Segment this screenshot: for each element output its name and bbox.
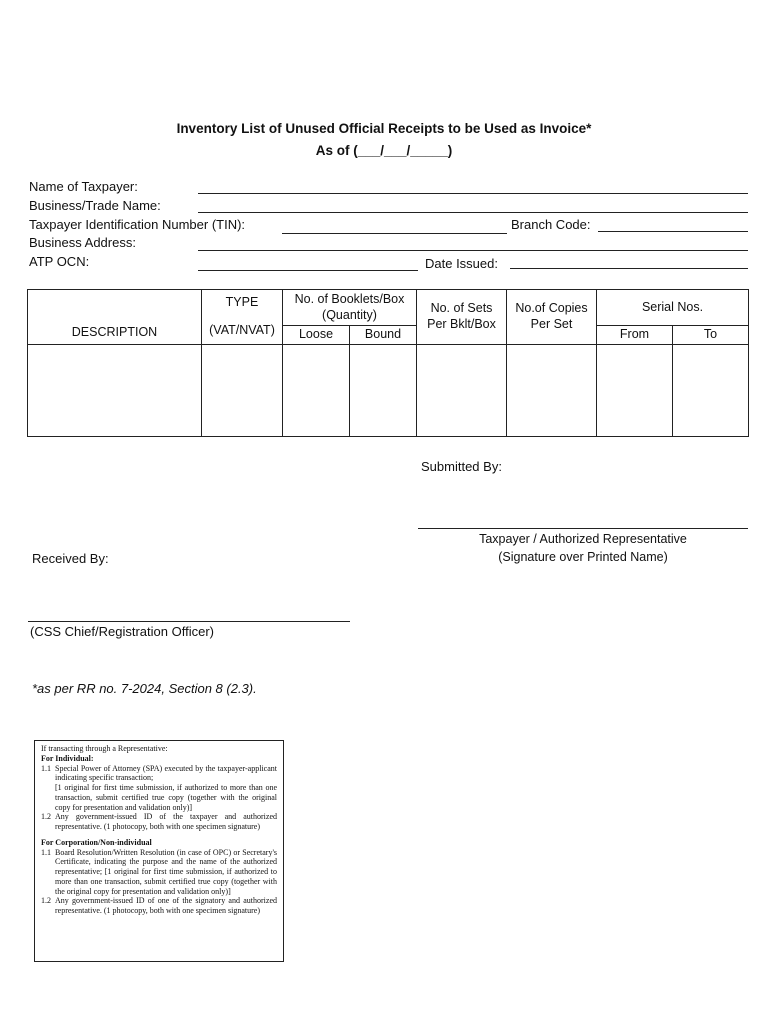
label-atp-ocn: ATP OCN: — [29, 254, 90, 269]
list-item — [41, 848, 277, 897]
header-description: DESCRIPTION — [28, 290, 202, 345]
atp-ocn-field[interactable] — [198, 270, 418, 271]
business-address-field[interactable] — [198, 250, 748, 251]
list-item-text: Special Power of Attorney (SPA) executed by the taxpayer-applicant indicating specific transaction; — [55, 763, 277, 783]
header-copies-line2: Per Set — [530, 317, 573, 331]
label-branch-code: Branch Code: — [511, 217, 591, 232]
list-item-number: 1.1 — [41, 847, 51, 857]
officer-caption: (CSS Chief/Registration Officer) — [30, 624, 214, 639]
list-item-text: Any government-issued ID of the taxpayer and authorized representative. (1 photocopy, both with one specimen signature) — [55, 812, 277, 831]
label-tin: Taxpayer Identification Number (TIN): — [29, 217, 246, 232]
label-trade-name: Business/Trade Name: — [29, 198, 161, 213]
as-of-date: As of (___/___/_____) — [315, 143, 453, 158]
header-type-label: TYPE — [225, 295, 259, 310]
signature-caption: (Signature over Printed Name) — [498, 550, 668, 564]
footnote: *as per RR no. 7-2024, Section 8 (2.3). — [32, 681, 257, 696]
list-item — [41, 764, 277, 784]
header-to: To — [673, 326, 749, 345]
label-date-issued: Date Issued: — [425, 256, 498, 271]
list-item-subtext: [1 original for first time submission, if authorized to more than one transaction, submit certified true copy (together with the original copy for presentation and validation only)] — [55, 783, 277, 812]
header-type — [202, 290, 283, 345]
requirements-box — [34, 740, 284, 962]
branch-code-field[interactable] — [598, 231, 748, 232]
cell-to[interactable] — [673, 345, 749, 437]
notes-corp-heading: For Corporation/Non-individual — [41, 837, 152, 847]
taxpayer-name-field[interactable] — [198, 193, 748, 194]
label-business-address: Business Address: — [29, 235, 136, 250]
cell-type[interactable] — [202, 345, 283, 437]
list-item-number: 1.2 — [41, 812, 51, 822]
header-booklets-label: No. of Booklets/Box — [294, 291, 405, 306]
header-sets — [417, 290, 507, 345]
list-item-text: Board Resolution/Written Resolution (in case of OPC) or Secretary's Certificate, indicating the purpose and the name of the authorized representative; [1 original for first time submission, if authorized to more than one transaction, submit certified true copy (together with the original copy for presentation and validation only)] — [55, 847, 277, 896]
header-bound: Bound — [350, 326, 417, 345]
submitted-by-label: Submitted By: — [421, 459, 502, 474]
header-copies-line1: No.of Copies — [515, 301, 588, 316]
form-title: Inventory List of Unused Official Receipts to be Used as Invoice* — [176, 121, 592, 136]
header-copies — [507, 290, 597, 345]
cell-loose[interactable] — [283, 345, 350, 437]
date-issued-field[interactable] — [510, 268, 748, 269]
label-taxpayer-name: Name of Taxpayer: — [29, 179, 138, 194]
header-serial: Serial Nos. — [597, 290, 749, 326]
list-item-number: 1.2 — [41, 896, 51, 906]
header-sets-line1: No. of Sets — [430, 301, 493, 316]
header-from: From — [597, 326, 673, 345]
cell-bound[interactable] — [350, 345, 417, 437]
cell-copies[interactable] — [507, 345, 597, 437]
notes-individual-heading: For Individual: — [41, 753, 94, 763]
inventory-table — [27, 289, 749, 437]
received-by-label: Received By: — [32, 551, 109, 566]
tin-field[interactable] — [282, 233, 507, 234]
header-quantity-label: (Quantity) — [322, 307, 377, 322]
header-loose: Loose — [283, 326, 350, 345]
representative-signature-line[interactable] — [418, 528, 748, 529]
header-booklets — [283, 290, 417, 326]
officer-signature-line[interactable] — [28, 621, 350, 622]
representative-caption: Taxpayer / Authorized Representative — [479, 532, 687, 546]
list-item-text: Any government-issued ID of one of the signatory and authorized representative. (1 photocopy, both with one specimen signature) — [55, 896, 277, 915]
list-item — [41, 896, 277, 916]
trade-name-field[interactable] — [198, 212, 748, 213]
cell-sets[interactable] — [417, 345, 507, 437]
cell-description[interactable] — [28, 345, 202, 437]
list-item — [41, 812, 277, 832]
header-type-sub: (VAT/NVAT) — [209, 323, 275, 337]
header-sets-line2: Per Bklt/Box — [427, 317, 496, 331]
notes-intro: If transacting through a Representative: — [41, 744, 168, 753]
table-row — [28, 345, 749, 437]
cell-from[interactable] — [597, 345, 673, 437]
list-item-number: 1.1 — [41, 763, 51, 773]
